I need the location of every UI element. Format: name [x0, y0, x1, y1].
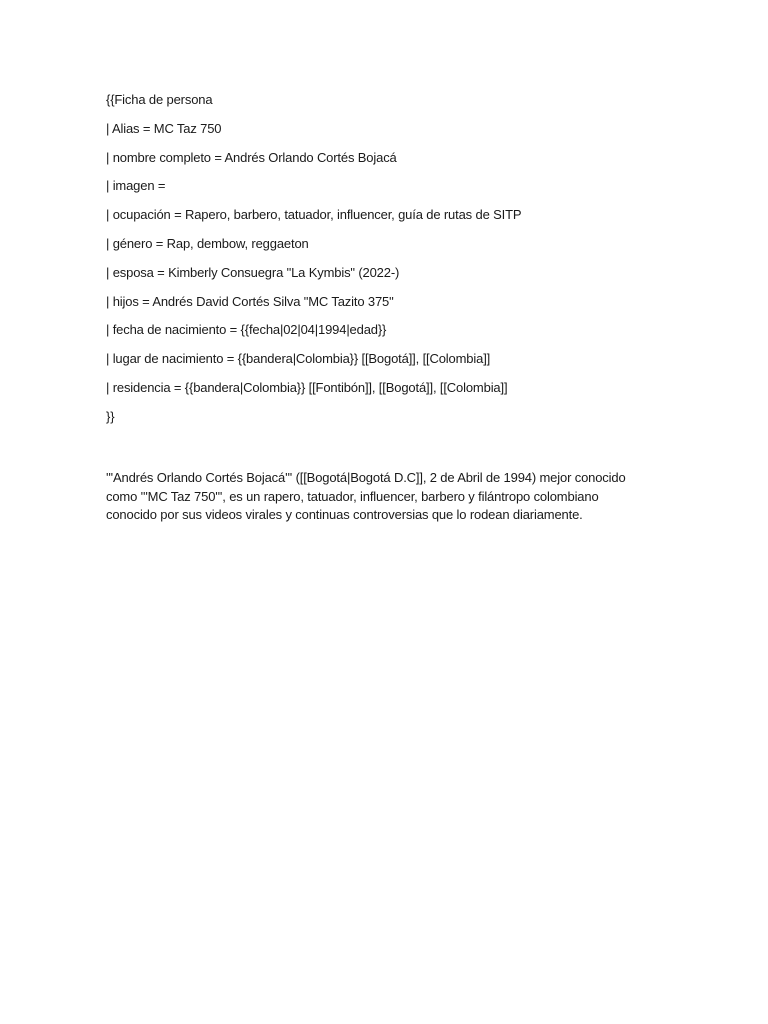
- paragraph-line: '''Andrés Orlando Cortés Bojacá''' ([[Bogotá|Bogotá D.C]], 2 de Abril de 1994) mejor conocido: [106, 470, 626, 485]
- infobox-template: [106, 90, 666, 436]
- template-genre-line: | género = Rap, dembow, reggaeton: [106, 235, 309, 251]
- template-children-line: | hijos = Andrés David Cortés Silva "MC Tazito 375": [106, 293, 394, 309]
- template-birth-place-line: | lugar de nacimiento = {{bandera|Colombia}} [[Bogotá]], [[Colombia]]: [106, 351, 491, 367]
- template-residence-line: | residencia = {{bandera|Colombia}} [[Fontibón]], [[Bogotá]], [[Colombia]]: [106, 379, 508, 395]
- template-spouse-line: | esposa = Kimberly Consuegra "La Kymbis" (2022-): [106, 264, 400, 280]
- template-alias-line: | Alias = MC Taz 750: [106, 120, 222, 136]
- template-open-line: {{Ficha de persona: [106, 92, 213, 107]
- template-occupation-line: | ocupación = Rapero, barbero, tatuador, influencer, guía de rutas de SITP: [106, 207, 522, 223]
- template-birth-date-line: | fecha de nacimiento = {{fecha|02|04|1994|edad}}: [106, 322, 387, 338]
- paragraph-line: conocido por sus videos virales y continuas controversias que lo rodean diariamente.: [106, 507, 583, 522]
- template-full-name-line: | nombre completo = Andrés Orlando Cortés Bojacá: [106, 149, 397, 165]
- template-close-line: }}: [106, 408, 115, 424]
- biography-paragraph: [106, 469, 646, 525]
- template-image-line: | imagen =: [106, 178, 166, 194]
- paragraph-line: como '''MC Taz 750''', es un rapero, tatuador, influencer, barbero y filántropo colombiano: [106, 488, 599, 504]
